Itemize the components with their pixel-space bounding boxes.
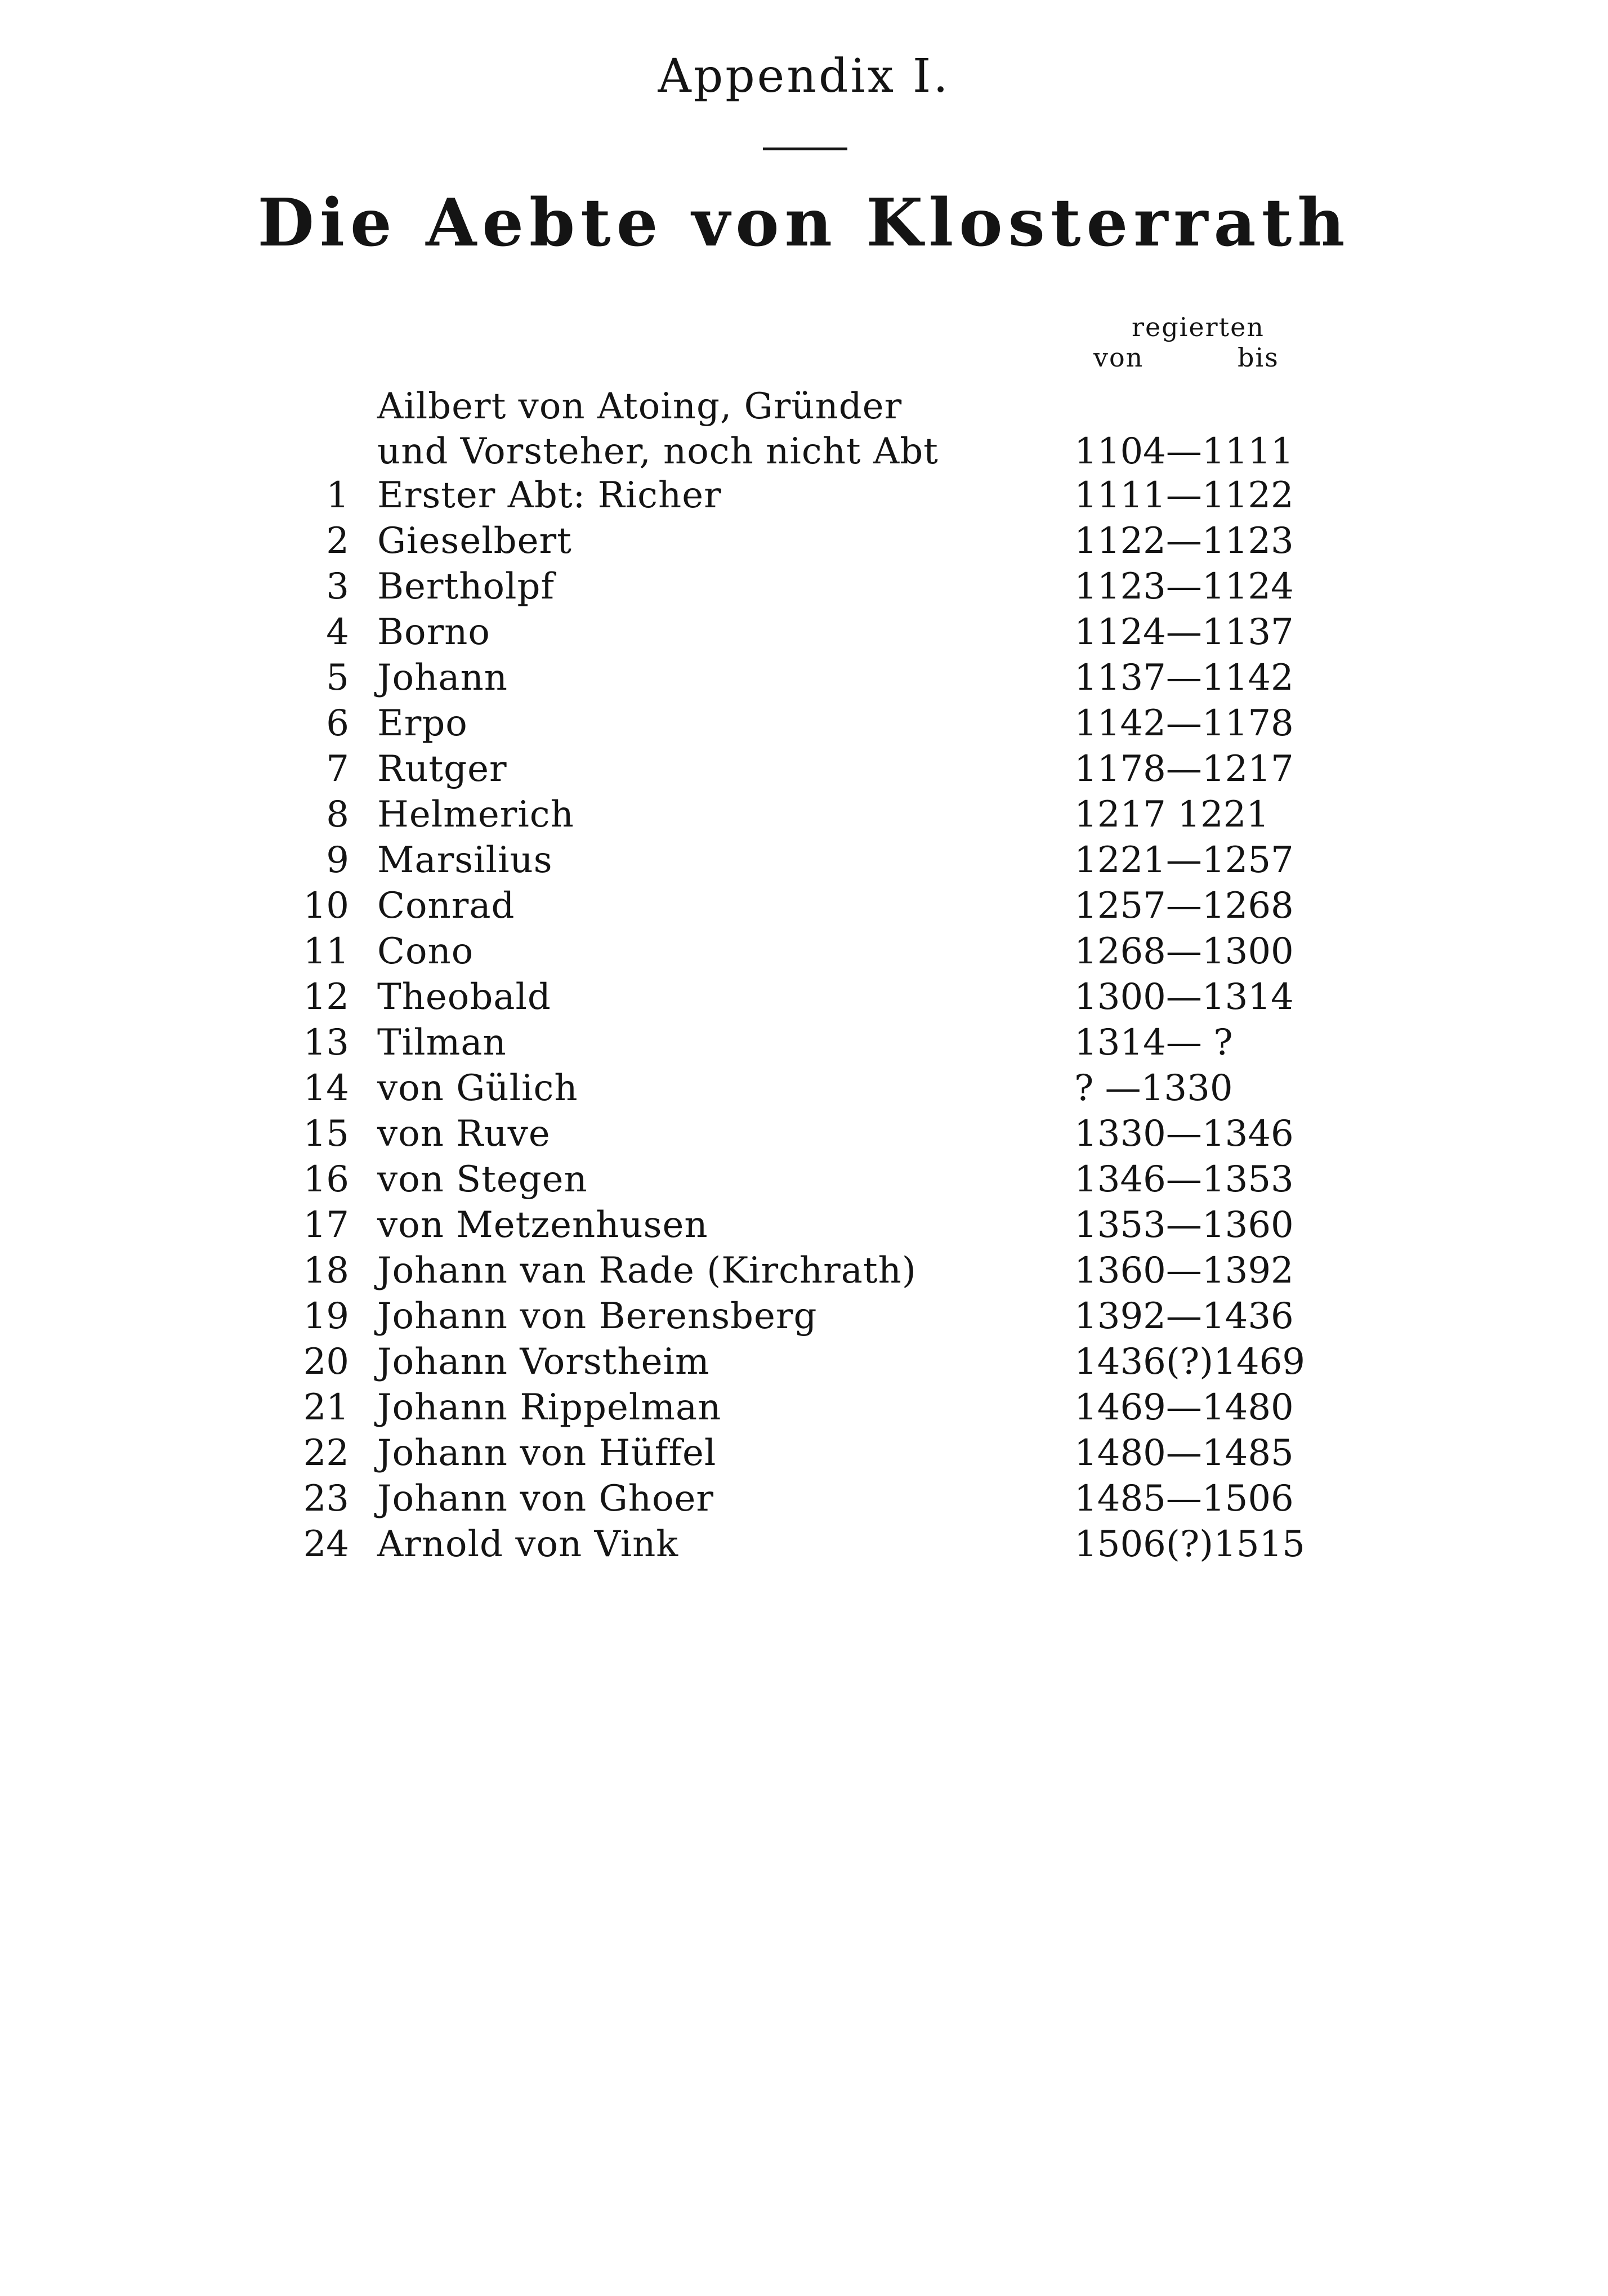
- abbot-years: 1137—1142: [1074, 657, 1294, 699]
- abbot-years: 1221—1257: [1074, 839, 1294, 881]
- abbot-number: 3: [326, 566, 349, 607]
- abbot-years: 1111—1122: [1074, 475, 1294, 516]
- abbot-row: [0, 1522, 1608, 1567]
- abbot-number: 1: [326, 475, 349, 516]
- abbot-number: 16: [303, 1159, 349, 1200]
- abbot-row: [0, 1294, 1608, 1339]
- abbot-row: [0, 610, 1608, 655]
- abbot-name: Johann von Ghoer: [377, 1478, 714, 1520]
- abbot-row: [0, 1248, 1608, 1294]
- abbot-years: 1268—1300: [1074, 931, 1294, 972]
- abbot-row: [0, 1476, 1608, 1522]
- abbot-row: [0, 1111, 1608, 1157]
- abbot-years: 1122—1123: [1074, 520, 1294, 562]
- abbot-row: [0, 519, 1608, 564]
- abbot-name: Johann von Hüffel: [377, 1432, 717, 1474]
- column-header-regierten: regierten: [1132, 312, 1265, 342]
- abbot-number: 14: [303, 1067, 349, 1109]
- abbot-number: 4: [326, 611, 349, 653]
- abbot-number: 19: [303, 1296, 349, 1337]
- abbot-name: Marsilius: [377, 839, 553, 881]
- abbot-name: Erster Abt: Richer: [377, 475, 722, 516]
- abbot-name: Johann Rippelman: [377, 1387, 722, 1428]
- abbot-years: 1506(?)1515: [1074, 1524, 1305, 1565]
- abbot-number: 9: [326, 839, 349, 881]
- abbot-row: [0, 838, 1608, 883]
- abbot-row: [0, 1431, 1608, 1476]
- abbot-years: 1480—1485: [1074, 1432, 1294, 1474]
- abbot-years: 1257—1268: [1074, 885, 1294, 927]
- founder-line-2: und Vorsteher, noch nicht Abt: [377, 431, 939, 472]
- founder-years: 1104—1111: [1074, 431, 1294, 472]
- abbot-name: Gieselbert: [377, 520, 572, 562]
- column-header-bis: bis: [1238, 342, 1279, 373]
- abbot-row: [0, 1157, 1608, 1203]
- abbot-number: 7: [326, 748, 349, 790]
- abbot-row: [0, 473, 1608, 519]
- abbot-years: 1485—1506: [1074, 1478, 1294, 1520]
- abbot-number: 24: [303, 1524, 349, 1565]
- abbot-years: 1346—1353: [1074, 1159, 1294, 1200]
- page-title: Die Aebte von Klosterrath: [257, 185, 1351, 261]
- abbot-years: 1436(?)1469: [1074, 1341, 1305, 1383]
- abbot-list: [0, 473, 1608, 1567]
- abbot-row: [0, 1066, 1608, 1111]
- abbot-row: [0, 1203, 1608, 1248]
- abbot-name: Johann: [377, 657, 508, 699]
- abbot-number: 17: [303, 1204, 349, 1246]
- appendix-heading: Appendix I.: [658, 50, 950, 103]
- abbot-row: [0, 1385, 1608, 1431]
- abbot-row: [0, 701, 1608, 747]
- founder-line-1: Ailbert von Atoing, Gründer: [377, 386, 903, 427]
- abbot-number: 13: [303, 1022, 349, 1064]
- abbot-years: 1314— ?: [1074, 1022, 1233, 1064]
- abbot-years: ? —1330: [1074, 1067, 1233, 1109]
- abbot-name: Borno: [377, 611, 490, 653]
- abbot-name: von Gülich: [377, 1067, 578, 1109]
- abbot-name: Tilman: [377, 1022, 507, 1064]
- abbot-number: 15: [303, 1113, 349, 1155]
- column-header-von: von: [1093, 342, 1144, 373]
- abbot-years: 1300—1314: [1074, 976, 1294, 1018]
- abbot-row: [0, 1020, 1608, 1066]
- abbot-row: [0, 747, 1608, 792]
- abbot-number: 6: [326, 703, 349, 744]
- abbot-name: von Ruve: [377, 1113, 551, 1155]
- abbot-years: 1392—1436: [1074, 1296, 1294, 1337]
- abbot-name: Erpo: [377, 703, 468, 744]
- abbot-name: Johann Vorstheim: [377, 1341, 710, 1383]
- abbot-number: 21: [303, 1387, 349, 1428]
- abbot-name: Arnold von Vink: [377, 1524, 679, 1565]
- abbot-number: 8: [326, 794, 349, 836]
- abbot-name: Theobald: [377, 976, 551, 1018]
- abbot-name: Bertholpf: [377, 566, 555, 607]
- abbot-number: 20: [303, 1341, 349, 1383]
- abbot-number: 11: [303, 931, 349, 972]
- abbot-name: von Metzenhusen: [377, 1204, 708, 1246]
- abbot-name: Johann van Rade (Kirchrath): [377, 1250, 917, 1292]
- abbot-name: Johann von Berensberg: [377, 1296, 818, 1337]
- abbot-years: 1142—1178: [1074, 703, 1294, 744]
- abbot-name: Conrad: [377, 885, 515, 927]
- divider-rule: [763, 148, 847, 150]
- abbot-name: Helmerich: [377, 794, 574, 836]
- abbot-number: 23: [303, 1478, 349, 1520]
- abbot-row: [0, 1339, 1608, 1385]
- abbot-number: 22: [303, 1432, 349, 1474]
- abbot-years: 1469—1480: [1074, 1387, 1294, 1428]
- abbot-years: 1178—1217: [1074, 748, 1294, 790]
- abbot-name: Rutger: [377, 748, 507, 790]
- abbot-years: 1217 1221: [1074, 794, 1270, 836]
- abbot-years: 1353—1360: [1074, 1204, 1294, 1246]
- abbot-name: Cono: [377, 931, 474, 972]
- abbot-row: [0, 929, 1608, 975]
- abbot-years: 1330—1346: [1074, 1113, 1294, 1155]
- abbot-row: [0, 792, 1608, 838]
- abbot-number: 5: [326, 657, 349, 699]
- abbot-row: [0, 975, 1608, 1020]
- abbot-years: 1124—1137: [1074, 611, 1294, 653]
- abbot-number: 10: [303, 885, 349, 927]
- abbot-years: 1360—1392: [1074, 1250, 1294, 1292]
- abbot-years: 1123—1124: [1074, 566, 1294, 607]
- abbot-row: [0, 655, 1608, 701]
- abbot-row: [0, 883, 1608, 929]
- abbot-number: 18: [303, 1250, 349, 1292]
- abbot-number: 12: [303, 976, 349, 1018]
- abbot-number: 2: [326, 520, 349, 562]
- abbot-name: von Stegen: [377, 1159, 588, 1200]
- abbot-row: [0, 564, 1608, 610]
